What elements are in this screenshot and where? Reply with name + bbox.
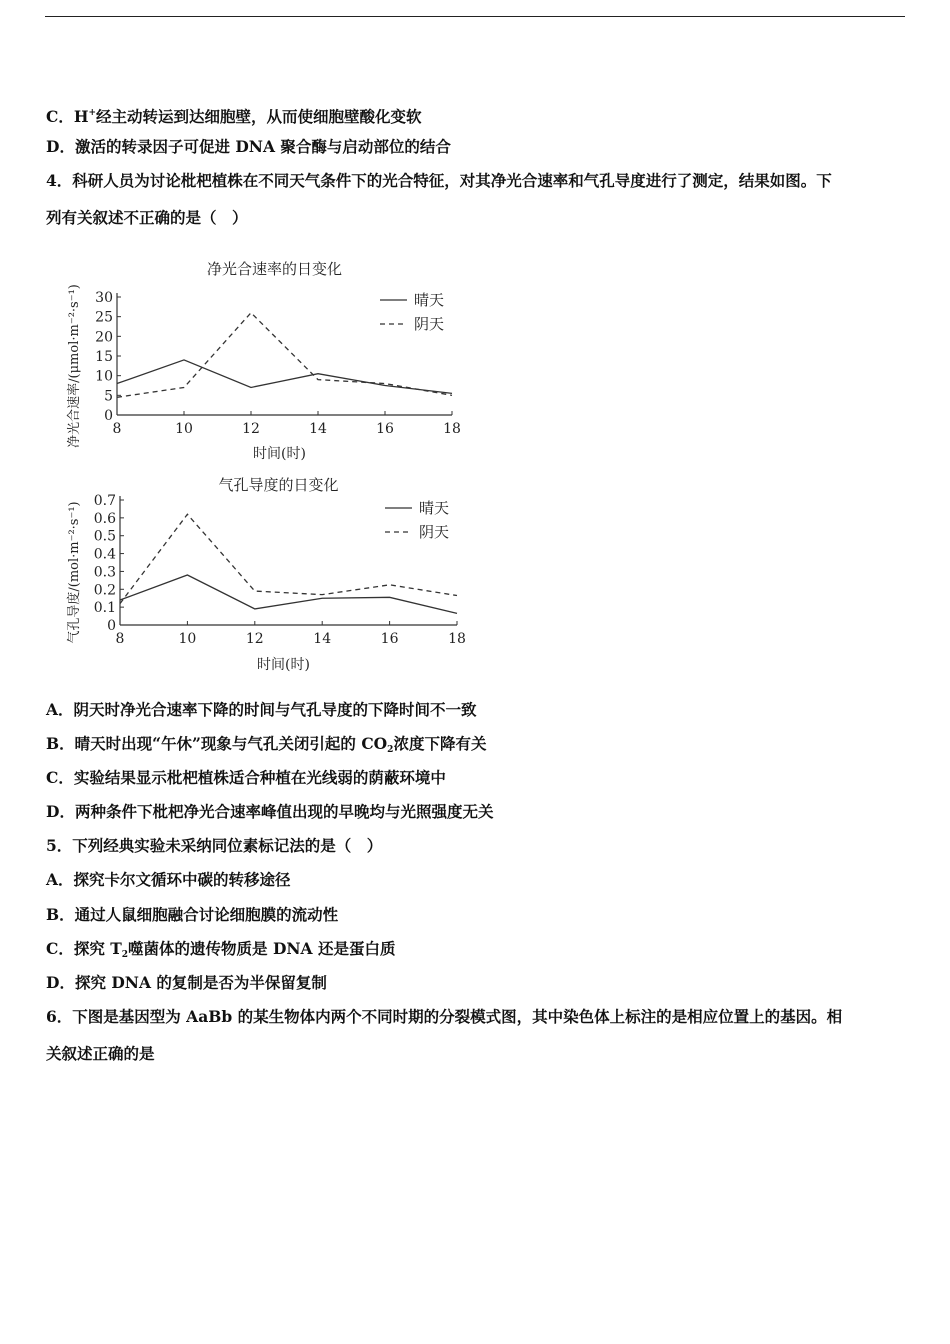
y-tick-label: 0: [107, 618, 116, 634]
question-4-stem-line1: 4．科研人员为讨论枇杷植株在不同天气条件下的光合特征，对其净光合速率和气孔导度进行了测定，结果如图。下: [46, 171, 832, 190]
x-tick-label: 12: [245, 631, 264, 647]
y-tick-label: 0.3: [93, 564, 116, 581]
y-tick-label: 15: [95, 349, 113, 365]
x-axis-label: 时间(时): [253, 446, 306, 462]
option-5d: D．探究 DNA 的复制是否为半保留复制: [46, 973, 327, 992]
y-axis-label: 气孔导度/(mol·m⁻²·s⁻¹): [67, 501, 82, 644]
y-tick-label: 0: [104, 408, 113, 424]
y-tick-label: 0.7: [93, 493, 116, 509]
legend-label: 阴天: [414, 315, 445, 333]
option-3c: C．H+经主动转运到达细胞壁，从而使细胞壁酸化变软: [46, 107, 422, 126]
question-6-stem-line2: 关叙述正确的是: [46, 1044, 155, 1063]
x-tick-label: 16: [376, 421, 394, 437]
y-tick-label: 0.6: [93, 510, 116, 527]
series-line-cloudy: [120, 514, 457, 603]
question-4-stem-line2: 列有关叙述不正确的是（ ）: [46, 208, 248, 227]
option-4c: C．实验结果显示枇杷植株适合种植在光线弱的荫蔽环境中: [46, 768, 446, 787]
x-tick-label: 18: [443, 421, 461, 437]
y-tick-label: 0.2: [93, 582, 116, 599]
figure-charts: [62, 250, 482, 680]
option-4b: B．晴天时出现“午休”现象与气孔关闭引起的 $CO_2$浓度下降有关: [46, 734, 487, 755]
chart-title: 净光合速率的日变化: [206, 260, 343, 278]
y-tick-label: 0.4: [93, 546, 116, 563]
x-tick-label: 12: [242, 421, 260, 437]
chart-title: 气孔导度的日变化: [218, 476, 339, 494]
series-line-sunny: [120, 575, 457, 613]
question-6-stem-line1: 6．下图是基因型为 AaBb 的某生物体内两个不同时期的分裂模式图，其中染色体上标注的是相应位置上的基因。相: [46, 1007, 843, 1026]
y-tick-label: 0.1: [93, 600, 116, 617]
option-4d: D．两种条件下枇杷净光合速率峰值出现的早晚均与光照强度无关: [46, 802, 494, 821]
x-tick-label: 14: [309, 421, 327, 437]
y-tick-label: 10: [95, 368, 113, 385]
y-tick-label: 5: [104, 388, 113, 405]
series-line-sunny: [117, 360, 452, 393]
option-5c: C．探究 $T_2$噬菌体的遗传物质是 DNA 还是蛋白质: [46, 939, 396, 960]
header-rule: [45, 16, 905, 17]
y-tick-label: 25: [95, 309, 113, 326]
legend-label: 晴天: [419, 499, 450, 517]
net-photosynthesis-chart: [66, 260, 461, 462]
y-tick-label: 0.5: [93, 528, 116, 545]
x-axis-label: 时间(时): [257, 657, 310, 673]
series-line-cloudy: [117, 313, 452, 398]
x-tick-label: 10: [178, 631, 197, 647]
x-tick-label: 18: [448, 631, 466, 647]
option-3d: D．激活的转录因子可促进 DNA 聚合酶与启动部位的结合: [46, 137, 451, 156]
x-tick-label: 14: [313, 631, 332, 647]
y-tick-label: 30: [95, 290, 113, 306]
option-5a: A．探究卡尔文循环中碳的转移途径: [46, 870, 291, 889]
legend-label: 晴天: [414, 291, 445, 309]
stomatal-conductance-chart: [66, 476, 466, 673]
y-tick-label: 20: [95, 329, 113, 346]
option-4a: A．阴天时净光合速率下降的时间与气孔导度的下降时间不一致: [46, 700, 477, 719]
y-axis-label: 净光合速率/(μmol·m⁻²·s⁻¹): [67, 284, 82, 448]
question-5-stem: 5．下列经典实验未采纳同位素标记法的是（ ）: [46, 836, 383, 855]
legend-label: 阴天: [419, 523, 450, 541]
x-tick-label: 8: [112, 421, 122, 437]
x-tick-label: 8: [115, 631, 125, 647]
option-5b: B．通过人鼠细胞融合讨论细胞膜的流动性: [46, 905, 339, 924]
x-tick-label: 10: [175, 421, 193, 437]
x-tick-label: 16: [380, 631, 399, 647]
